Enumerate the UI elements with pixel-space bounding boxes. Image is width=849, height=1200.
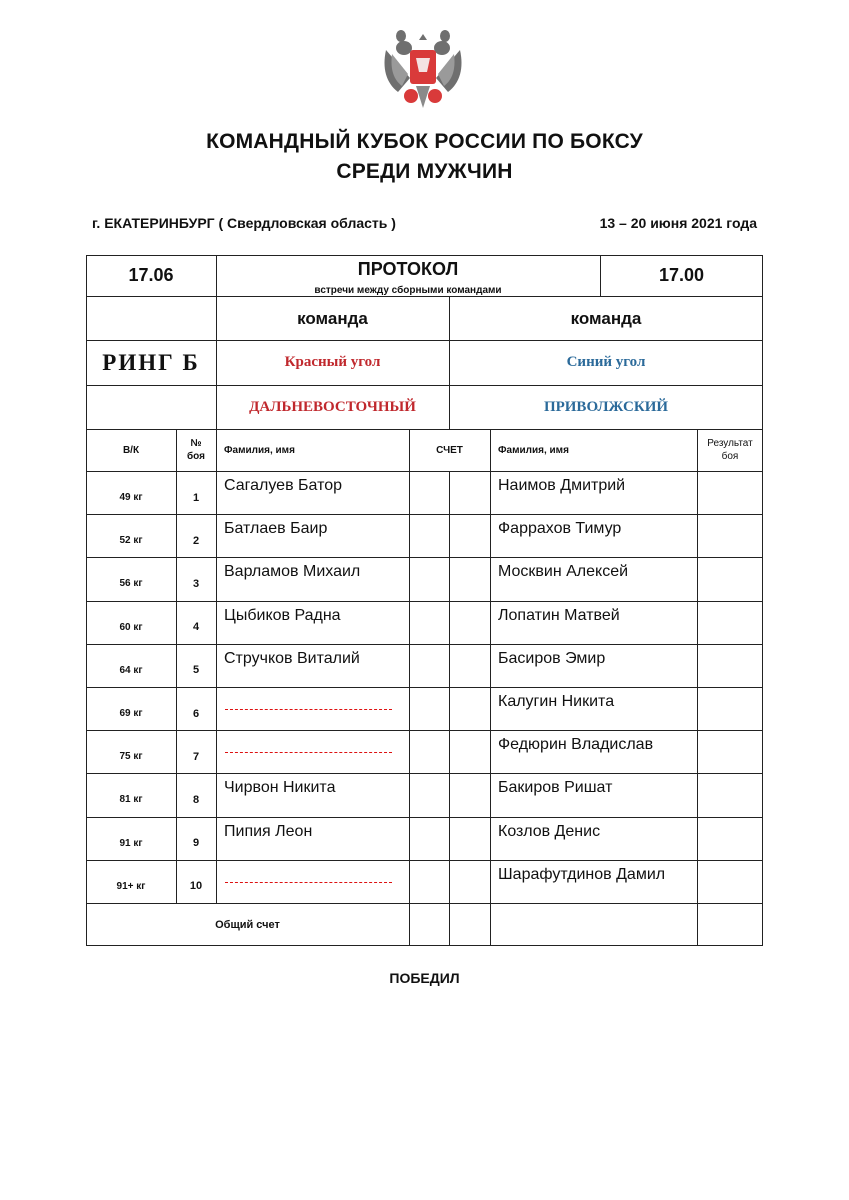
table-rule bbox=[600, 255, 601, 296]
bout-weight: 75 кг bbox=[119, 751, 143, 763]
blue-boxer-name: Лопатин Матвей bbox=[498, 606, 620, 624]
blue-boxer-name: Москвин Алексей bbox=[498, 563, 629, 581]
table-rule bbox=[86, 514, 763, 515]
blue-boxer-name: Шарафутдинов Дамил bbox=[498, 865, 666, 883]
table-rule bbox=[86, 296, 763, 297]
red-boxer-name: Чирвон Никита bbox=[224, 779, 336, 797]
table-rule bbox=[86, 903, 763, 904]
bout-number: 10 bbox=[189, 880, 203, 893]
bout-weight: 60 кг bbox=[119, 621, 143, 633]
blue-boxer-name: Фаррахов Тимур bbox=[498, 520, 622, 538]
red-boxer-name: Варламов Михаил bbox=[224, 563, 361, 581]
bout-date: 17.06 bbox=[128, 265, 174, 285]
bout-weight: 52 кг bbox=[119, 535, 143, 547]
blue-boxer-name: Бакиров Ришат bbox=[498, 779, 613, 797]
red-boxer-name: Пипия Леон bbox=[224, 822, 313, 840]
table-rule bbox=[409, 429, 410, 946]
table-rule bbox=[86, 557, 763, 558]
bout-number: 5 bbox=[192, 664, 200, 677]
bout-number: 2 bbox=[192, 534, 200, 547]
blue-boxer-name: Федюрин Владислав bbox=[498, 736, 654, 754]
table-rule bbox=[86, 471, 763, 472]
red-boxer-name: Батлаев Баир bbox=[224, 520, 328, 538]
red-corner-label: Красный угол bbox=[284, 354, 381, 370]
red-boxer-name: Цыбиков Радна bbox=[224, 606, 341, 624]
table-rule bbox=[216, 255, 217, 429]
bout-time: 17.00 bbox=[658, 265, 705, 285]
table-rule bbox=[86, 255, 763, 256]
red-team-name: ДАЛЬНЕВОСТОЧНЫЙ bbox=[249, 398, 416, 415]
bout-weight: 91 кг bbox=[119, 837, 143, 849]
bout-number: 3 bbox=[192, 577, 200, 590]
bout-weight: 69 кг bbox=[119, 708, 143, 720]
red-boxer-name: Сагалуев Батор bbox=[224, 477, 343, 494]
table-rule bbox=[490, 429, 491, 946]
team-label-blue: команда bbox=[570, 308, 642, 328]
bout-weight: 91+ кг bbox=[116, 880, 146, 892]
table-rule bbox=[176, 429, 177, 903]
table-rule bbox=[86, 860, 763, 861]
table-rule bbox=[697, 429, 698, 946]
blue-boxer-name: Наимов Дмитрий bbox=[498, 477, 626, 494]
table-rule bbox=[86, 644, 763, 645]
bout-number: 1 bbox=[192, 491, 200, 504]
vacant-slot-dashes bbox=[225, 709, 392, 710]
protocol-subtitle: встречи между сборными командами bbox=[314, 285, 502, 296]
blue-corner-label: Синий угол bbox=[566, 354, 646, 370]
column-result: Результат боя bbox=[707, 438, 753, 462]
winner-label: ПОБЕДИЛ bbox=[389, 970, 460, 986]
bout-number: 4 bbox=[192, 621, 200, 634]
column-score: СЧЕТ bbox=[436, 444, 463, 456]
bout-weight: 49 кг bbox=[119, 492, 143, 504]
red-boxer-name: Стручков Виталий bbox=[224, 649, 360, 667]
table-rule bbox=[86, 687, 763, 688]
bout-number: 8 bbox=[192, 793, 200, 806]
bout-number: 9 bbox=[192, 837, 200, 850]
blue-boxer-name: Калугин Никита bbox=[498, 693, 615, 710]
blue-team-name: ПРИВОЛЖСКИЙ bbox=[543, 398, 669, 415]
column-weight: В/К bbox=[122, 444, 140, 456]
bout-number: 6 bbox=[192, 707, 200, 720]
blue-boxer-name: Басиров Эмир bbox=[498, 649, 606, 667]
vacant-slot-dashes bbox=[225, 882, 392, 883]
column-name-blue: Фамилия, имя bbox=[498, 444, 569, 456]
emblem-icon bbox=[380, 28, 466, 116]
bout-weight: 56 кг bbox=[119, 578, 143, 590]
table-rule bbox=[86, 945, 763, 946]
table-rule bbox=[86, 385, 763, 386]
event-location: г. ЕКАТЕРИНБУРГ ( Свердловская область ) bbox=[92, 215, 396, 231]
protocol-table bbox=[86, 255, 763, 946]
bout-weight: 81 кг bbox=[119, 794, 143, 806]
event-dates: 13 – 20 июня 2021 года bbox=[599, 215, 757, 231]
table-rule bbox=[449, 296, 450, 429]
table-rule bbox=[449, 471, 450, 946]
document-title-line2: СРЕДИ МУЖЧИН bbox=[336, 160, 513, 183]
table-rule bbox=[86, 730, 763, 731]
column-bout-number: № боя bbox=[187, 438, 205, 462]
bout-number: 7 bbox=[192, 750, 200, 763]
column-name-red: Фамилия, имя bbox=[224, 444, 295, 456]
document-title-line1: КОМАНДНЫЙ КУБОК РОССИИ ПО БОКСУ bbox=[206, 130, 643, 153]
table-rule bbox=[216, 429, 217, 903]
vacant-slot-dashes bbox=[225, 752, 392, 753]
team-label-red: команда bbox=[297, 308, 368, 328]
table-rule bbox=[86, 340, 763, 341]
bout-weight: 64 кг bbox=[119, 664, 143, 676]
blue-boxer-name: Козлов Денис bbox=[498, 822, 601, 840]
table-rule bbox=[86, 773, 763, 774]
table-rule bbox=[86, 429, 763, 430]
total-score-label: Общий счет bbox=[215, 918, 280, 931]
ring-label: РИНГ Б bbox=[102, 349, 200, 375]
table-rule bbox=[86, 817, 763, 818]
protocol-title: ПРОТОКОЛ bbox=[357, 259, 459, 279]
table-rule bbox=[86, 601, 763, 602]
